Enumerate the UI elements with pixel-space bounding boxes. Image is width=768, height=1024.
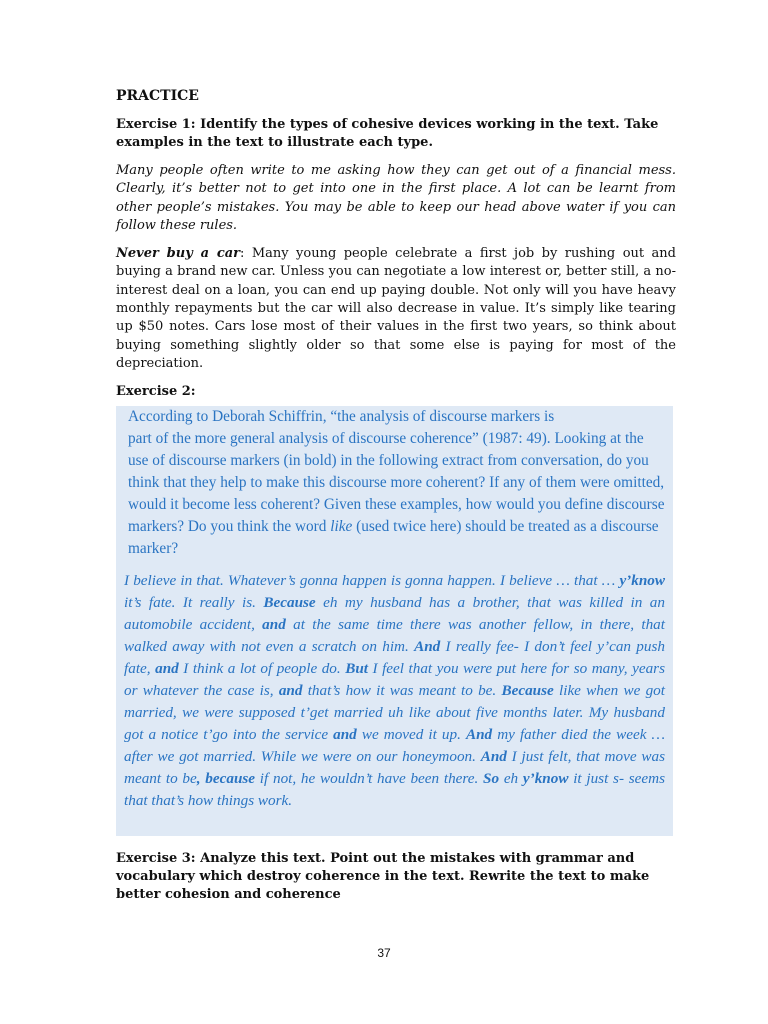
extract-text: it just s- seems that that’s how things work. bbox=[124, 770, 666, 809]
exercise-2-question bbox=[116, 406, 673, 560]
exercise-3-title: Exercise 3: Analyze this text. Point out the mistakes with grammar and vocabulary which destroy coherence in the text. Rewrite the text to make better cohesion and coherence bbox=[116, 851, 650, 902]
conversation-extract bbox=[116, 560, 673, 812]
question-text: part of the more general analysis of discourse coherence” (1987: 49). Looking at the use of discourse markers (in bold) in the following extract from conversation, do you think that they help to make this discourse more coherent? If any of them were omitted, would it become less coherent? Given these examples, how would you define discourse markers? Do you think the word bbox=[128, 430, 665, 535]
discourse-marker: y’know bbox=[619, 572, 665, 589]
question-text-end: (used twice here) should be treated as a discourse marker? bbox=[128, 518, 659, 557]
question-first-line: According to Deborah Schiffrin, “the analysis of discourse markers is bbox=[128, 408, 555, 425]
page-content bbox=[116, 86, 676, 411]
exercise-1-intro: Many people often write to me asking how they can get out of a financial mess. Clearly, it’s better not to get into one in the first place. A lot can be learnt from other people’s mistakes. You may be able to keep our head above water if you can follow these rules. bbox=[116, 163, 676, 233]
extract-text: I really fee- I don’t feel y’can push fate, bbox=[124, 638, 665, 677]
extract-text: I feel that you were put here for so many, years or whatever the case is, bbox=[124, 660, 665, 699]
discourse-marker: and bbox=[155, 660, 179, 677]
discourse-marker: y’know bbox=[522, 770, 569, 787]
discourse-marker: So bbox=[483, 770, 500, 787]
extract-text: if not, he wouldn’t have been there. bbox=[255, 770, 484, 787]
section-heading: PRACTICE bbox=[116, 88, 199, 104]
discourse-marker: Because bbox=[263, 594, 316, 611]
extract-text: like when we got married, we were supposed t’get married uh like about five months later. My husband got a notice t’go into the service bbox=[124, 682, 665, 743]
discourse-marker: and bbox=[278, 682, 303, 699]
rule-lead: Never buy a car bbox=[116, 246, 241, 262]
extract-text: I believe in that. Whatever’s gonna happen is gonna happen. I believe … that … bbox=[124, 572, 620, 589]
extract-text: my father died the week … after we got married. While we were on our honeymoon. bbox=[124, 726, 665, 765]
discourse-marker: And bbox=[480, 748, 507, 765]
discourse-marker: And bbox=[414, 638, 441, 655]
discourse-marker: And bbox=[465, 726, 493, 743]
discourse-marker: Because bbox=[501, 682, 554, 699]
extract-text: eh bbox=[499, 770, 523, 787]
rule-text: : Many young people celebrate a first job by rushing out and buying a brand new car. Unless you can negotiate a low interest or, better still, a no-interest deal on a loan, you can end up paying double. Not only will you have heavy monthly repayments but the car will also decrease in value. It’s simply like tearing up $50 notes. Cars lose most of their values in the first two years, so think about buying something slightly older so that some else is paying for most of the depreciation. bbox=[116, 246, 676, 371]
extract-text: at the same time there was another fellow, in there, that walked away with not even a scratch on him. bbox=[124, 616, 665, 655]
exercise-1-body bbox=[116, 245, 676, 373]
extract-text: that’s how it was meant to be. bbox=[302, 682, 502, 699]
exercise-3 bbox=[116, 850, 676, 914]
page-number: 37 bbox=[377, 946, 391, 960]
extract-text: it’s fate. It really is. bbox=[124, 594, 264, 611]
exercise-2-box bbox=[116, 406, 673, 836]
exercise-2-title: Exercise 2: bbox=[116, 384, 196, 400]
discourse-marker: But bbox=[345, 660, 368, 677]
discourse-marker: and bbox=[333, 726, 357, 743]
extract-text: I think a lot of people do. bbox=[178, 660, 346, 677]
exercise-1-title: Exercise 1: Identify the types of cohesive devices working in the text. Take examples in the text to illustrate each type. bbox=[116, 117, 659, 150]
question-like: like bbox=[330, 518, 353, 535]
extract-text: I just felt, that move was meant to be bbox=[124, 748, 665, 787]
discourse-marker: , because bbox=[196, 770, 256, 787]
extract-text: we moved it up. bbox=[356, 726, 466, 743]
extract-text: eh my husband has a brother, that was killed in an automobile accident, bbox=[124, 594, 665, 633]
discourse-marker: and bbox=[262, 616, 286, 633]
